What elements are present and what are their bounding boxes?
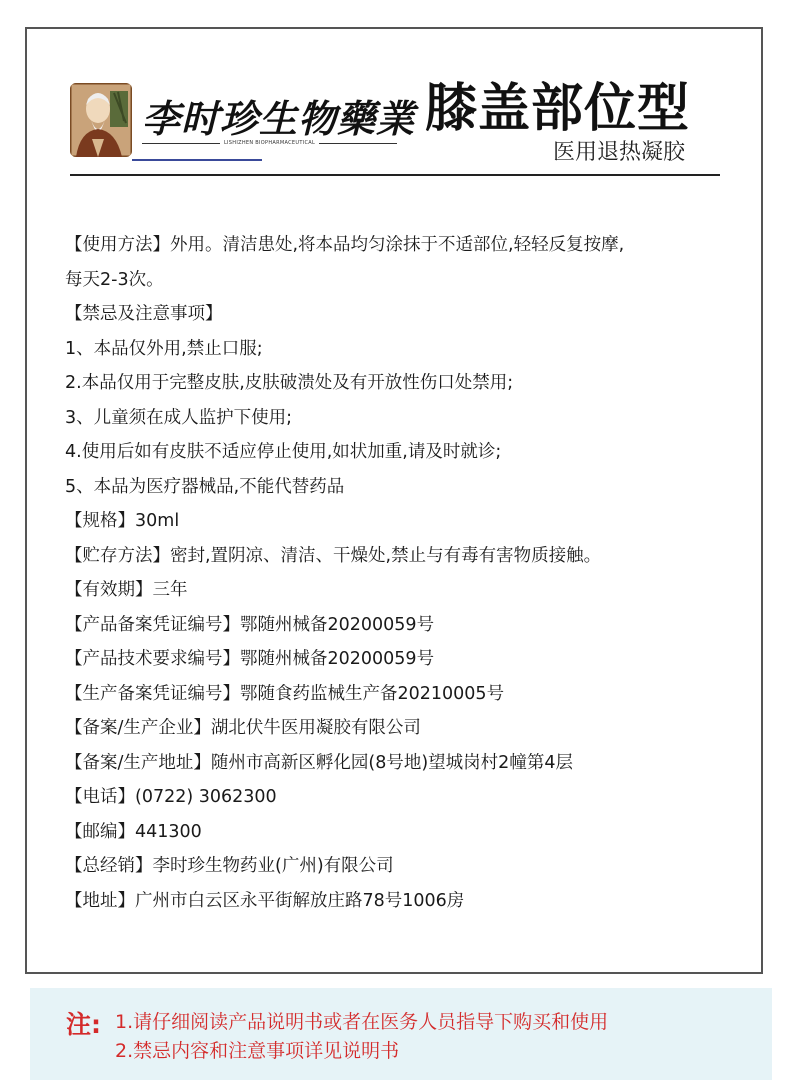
brand-logo — [47, 52, 416, 162]
tech-requirement-line: 【产品技术要求编号】鄂随州械备20200059号 — [65, 649, 435, 669]
note-lines — [115, 1008, 608, 1066]
usage-line-2: 每天2-3次。 — [65, 269, 164, 290]
distributor-line: 【总经销】李时珍生物药业(广州)有限公司 — [65, 856, 394, 876]
caution-item-3: 3、儿童须在成人监护下使用; — [65, 407, 293, 428]
instruction-content — [65, 228, 755, 918]
postcode-line: 【邮编】441300 — [65, 821, 202, 842]
note-line-1: 1.请仔细阅读产品说明书或者在医务人员指导下购买和使用 — [115, 1011, 609, 1033]
note-line-2: 2.禁忌内容和注意事项详见说明书 — [115, 1040, 400, 1062]
caution-item-4: 4.使用后如有皮肤不适应停止使用,如状加重,请及时就诊; — [65, 442, 502, 462]
address-line: 【地址】广州市白云区永平街解放庄路78号1006房 — [65, 890, 465, 911]
brand-underline — [132, 159, 262, 161]
manufacturer-line: 【备案/生产企业】湖北伏牛医用凝胶有限公司 — [65, 718, 421, 738]
note-label: 注: — [66, 1010, 101, 1039]
brand-name: 李时珍生物藥業 — [142, 96, 416, 141]
spec-line: 【规格】30ml — [65, 511, 180, 531]
caution-item-5: 5、本品为医疗器械品,不能代替药品 — [65, 476, 345, 497]
contraindications-heading: 【禁忌及注意事项】 — [65, 304, 223, 324]
product-subtitle: 医用退热凝胶 — [553, 140, 686, 165]
phone-line: 【电话】(0722) 3062300 — [65, 787, 277, 807]
manufacturer-address-line: 【备案/生产地址】随州市高新区孵化园(8号地)望城岗村2幢第4层 — [65, 752, 573, 773]
production-cert-line: 【生产备案凭证编号】鄂随食药监械生产备20210005号 — [65, 683, 505, 704]
note-banner — [30, 988, 772, 1080]
caution-item-1: 1、本品仅外用,禁止口服; — [65, 338, 263, 359]
brand-subtitle — [142, 140, 397, 146]
header-divider — [70, 174, 720, 176]
product-title: 膝盖部位型 — [425, 78, 691, 139]
shelf-life-line: 【有效期】三年 — [65, 580, 188, 600]
brand-subtitle-text: LISHIZHEN BIOPHARMACEUTICAL — [223, 140, 316, 146]
registration-cert-line: 【产品备案凭证编号】鄂随州械备20200059号 — [65, 614, 435, 635]
portrait-icon — [70, 83, 132, 157]
storage-line: 【贮存方法】密封,置阴凉、清洁、干燥处,禁止与有毒有害物质接触。 — [65, 545, 602, 566]
caution-item-2: 2.本品仅用于完整皮肤,皮肤破溃处及有开放性伤口处禁用; — [65, 373, 514, 393]
usage-line-1: 【使用方法】外用。清洁患处,将本品均匀涂抹于不适部位,轻轻反复按摩, — [65, 235, 625, 255]
